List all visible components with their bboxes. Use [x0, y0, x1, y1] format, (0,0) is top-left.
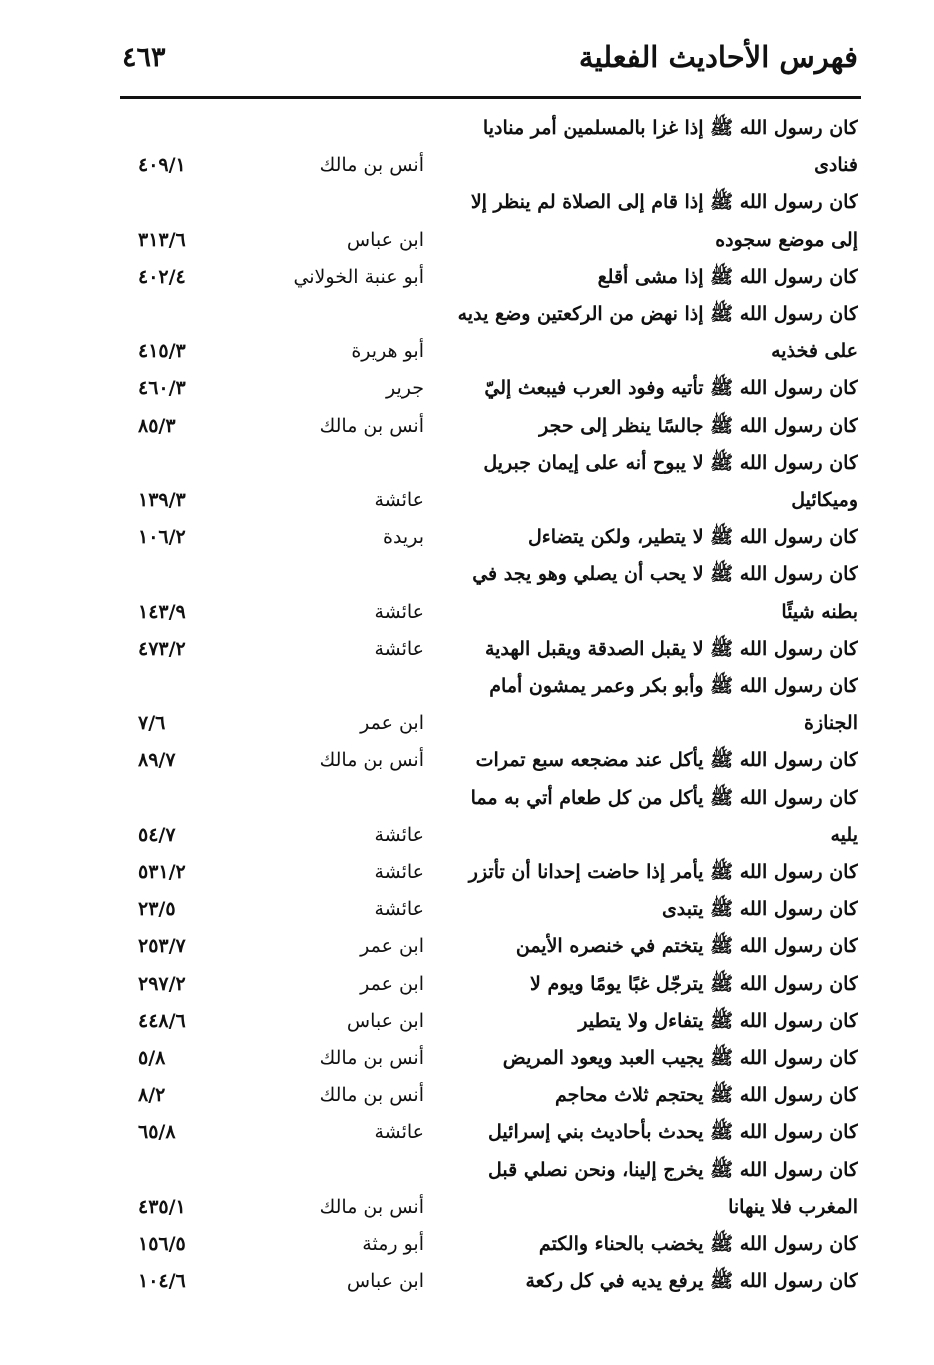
- hadith-text: كان رسول الله ﷺ إذا نهض من الركعتين وضع يديه: [457, 303, 858, 325]
- narrator: أنس بن مالك: [319, 154, 424, 177]
- volume-page-ref: ٤٦٠/٣: [138, 377, 186, 400]
- volume-page-ref: ٨٥/٣: [138, 414, 176, 437]
- hadith-text: كان رسول الله ﷺ يحدث بأحاديث بني إسرائيل: [488, 1121, 858, 1144]
- volume-page-ref: ٧/٦: [138, 712, 166, 735]
- narrator: ابن عمر: [360, 935, 424, 958]
- hadith-text: كان رسول الله ﷺ يخرج إلينا، ونحن نصلي قبل: [488, 1158, 858, 1181]
- volume-page-ref: ٦٥/٨: [138, 1121, 176, 1144]
- hadith-text: كان رسول الله ﷺ يأمر إذا حاضت إحدانا أن تأتزر: [468, 861, 858, 883]
- narrator: عائشة: [374, 1121, 424, 1144]
- narrator: عائشة: [374, 823, 424, 846]
- hadith-text: كان رسول الله ﷺ يأكل عند مضجعه سبع تمرات: [475, 749, 858, 772]
- hadith-text: الجنازة: [804, 712, 858, 735]
- narrator: أنس بن مالك: [319, 1047, 424, 1069]
- index-row: [0, 147, 934, 183]
- narrator: عائشة: [374, 898, 424, 921]
- volume-page-ref: ١٣٩/٣: [138, 489, 186, 511]
- index-row: [0, 184, 934, 220]
- narrator: ابن عمر: [360, 972, 424, 995]
- hadith-text: على فخذيه: [771, 340, 858, 363]
- index-row: [0, 1040, 934, 1076]
- volume-page-ref: ١٠٦/٢: [138, 526, 186, 549]
- index-row: [0, 817, 934, 853]
- narrator: ابن عباس: [346, 228, 424, 251]
- index-row: [0, 333, 934, 369]
- narrator: عائشة: [374, 861, 424, 883]
- index-row: [0, 891, 934, 927]
- volume-page-ref: ٤١٥/٣: [138, 340, 186, 363]
- narrator: أبو هريرة: [351, 340, 424, 363]
- index-row: [0, 854, 934, 890]
- index-row: [0, 668, 934, 704]
- hadith-text: إلى موضع سجوده: [715, 228, 858, 251]
- hadith-text: كان رسول الله ﷺ إذا قام إلى الصلاة لم ينظر إلا: [470, 191, 858, 214]
- narrator: ابن عباس: [346, 1009, 424, 1032]
- hadith-text: يليه: [830, 823, 858, 846]
- index-row: [0, 631, 934, 667]
- index-row: [0, 594, 934, 630]
- volume-page-ref: ٤٤٨/٦: [138, 1009, 186, 1032]
- hadith-text: كان رسول الله ﷺ إذا غزا بالمسلمين أمر مناديا: [482, 117, 858, 139]
- hadith-text: كان رسول الله ﷺ وأبو بكر وعمر يمشون أمام: [489, 675, 858, 697]
- hadith-text: كان رسول الله ﷺ لا يحب أن يصلي وهو يجد في: [472, 563, 858, 586]
- index-row: [0, 1077, 934, 1113]
- index-row: [0, 780, 934, 816]
- hadith-text: كان رسول الله ﷺ يتفاءل ولا يتطير: [578, 1009, 858, 1032]
- hadith-text: كان رسول الله ﷺ يخضب بالحناء والكتم: [538, 1233, 858, 1255]
- volume-page-ref: ٤٠٢/٤: [138, 265, 186, 288]
- narrator: ابن عباس: [346, 1270, 424, 1293]
- index-row: [0, 259, 934, 295]
- volume-page-ref: ٨/٢: [138, 1084, 166, 1107]
- hadith-text: كان رسول الله ﷺ لا يتطير، ولكن يتضاءل: [527, 526, 858, 549]
- narrator: أنس بن مالك: [319, 414, 424, 437]
- hadith-text: كان رسول الله ﷺ يتختم في خنصره الأيمن: [515, 935, 858, 958]
- narrator: بريدة: [383, 526, 424, 549]
- hadith-text: وميكائيل: [791, 489, 858, 511]
- volume-page-ref: ٥٣١/٢: [138, 861, 186, 883]
- hadith-text: كان رسول الله ﷺ تأتيه وفود العرب فيبعث إليّ: [484, 377, 858, 400]
- hadith-text: المغرب فلا ينهانا: [728, 1195, 858, 1218]
- narrator: عائشة: [374, 600, 424, 623]
- volume-page-ref: ٢٥٣/٧: [138, 935, 186, 958]
- index-row: [0, 556, 934, 592]
- narrator: أنس بن مالك: [319, 749, 424, 772]
- volume-page-ref: ٢٩٧/٢: [138, 972, 186, 995]
- index-row: [0, 1114, 934, 1150]
- volume-page-ref: ٣١٣/٦: [138, 228, 186, 251]
- index-row: [0, 966, 934, 1002]
- index-row: [0, 408, 934, 444]
- index-row: [0, 1003, 934, 1039]
- index-row: [0, 1226, 934, 1262]
- hadith-text: كان رسول الله ﷺ يأكل من كل طعام أتي به مما: [470, 786, 858, 809]
- hadith-text: كان رسول الله ﷺ يجيب العبد ويعود المريض: [502, 1047, 858, 1069]
- index-row: [0, 519, 934, 555]
- page-number: ٤٦٣: [122, 42, 166, 73]
- narrator: أنس بن مالك: [319, 1195, 424, 1218]
- volume-page-ref: ٤٣٥/١: [138, 1195, 186, 1218]
- hadith-text: كان رسول الله ﷺ إذا مشى أقلع: [597, 265, 858, 288]
- index-row: [0, 370, 934, 406]
- hadith-text: كان رسول الله ﷺ لا يبوح أنه على إيمان جبريل: [483, 451, 858, 474]
- volume-page-ref: ١٠٤/٦: [138, 1270, 186, 1293]
- narrator: جرير: [386, 377, 424, 400]
- volume-page-ref: ١٥٦/٥: [138, 1233, 186, 1255]
- volume-page-ref: ٤٧٣/٢: [138, 637, 186, 660]
- narrator: عائشة: [374, 637, 424, 660]
- index-row: [0, 742, 934, 778]
- index-row: [0, 482, 934, 518]
- volume-page-ref: ١٤٣/٩: [138, 600, 186, 623]
- index-row: [0, 705, 934, 741]
- index-row: [0, 1263, 934, 1299]
- narrator: عائشة: [374, 489, 424, 511]
- narrator: ابن عمر: [360, 712, 424, 735]
- hadith-text: كان رسول الله ﷺ يتبدى: [661, 898, 858, 921]
- index-row: [0, 1189, 934, 1225]
- index-row: [0, 445, 934, 481]
- index-row: [0, 296, 934, 332]
- volume-page-ref: ٨٩/٧: [138, 749, 176, 772]
- narrator: أبو رمثة: [362, 1233, 424, 1255]
- volume-page-ref: ٢٣/٥: [138, 898, 176, 921]
- hadith-text: كان رسول الله ﷺ يرفع يديه في كل ركعة: [525, 1270, 858, 1293]
- narrator: أبو عنبة الخولاني: [293, 265, 424, 288]
- hadith-text: فنادى: [814, 154, 858, 177]
- index-row: [0, 222, 934, 258]
- narrator: أنس بن مالك: [319, 1084, 424, 1107]
- hadith-text: كان رسول الله ﷺ يترجّل غبًا يومًا ويوم لا: [530, 972, 858, 995]
- index-row: [0, 928, 934, 964]
- hadith-text: كان رسول الله ﷺ يحتجم ثلاث محاجم: [554, 1084, 858, 1107]
- volume-page-ref: ٥/٨: [138, 1047, 166, 1069]
- hadith-text: بطنه شيئًا: [781, 600, 858, 623]
- volume-page-ref: ٥٤/٧: [138, 823, 176, 846]
- page-title: فهرس الأحاديث الفعلية: [578, 40, 858, 74]
- volume-page-ref: ٤٠٩/١: [138, 154, 186, 177]
- index-row: [0, 110, 934, 146]
- hadith-text: كان رسول الله ﷺ لا يقبل الصدقة ويقبل الهدية: [484, 637, 858, 660]
- index-row: [0, 1152, 934, 1188]
- hadith-text: كان رسول الله ﷺ جالسًا ينظر إلى حجر: [539, 414, 858, 437]
